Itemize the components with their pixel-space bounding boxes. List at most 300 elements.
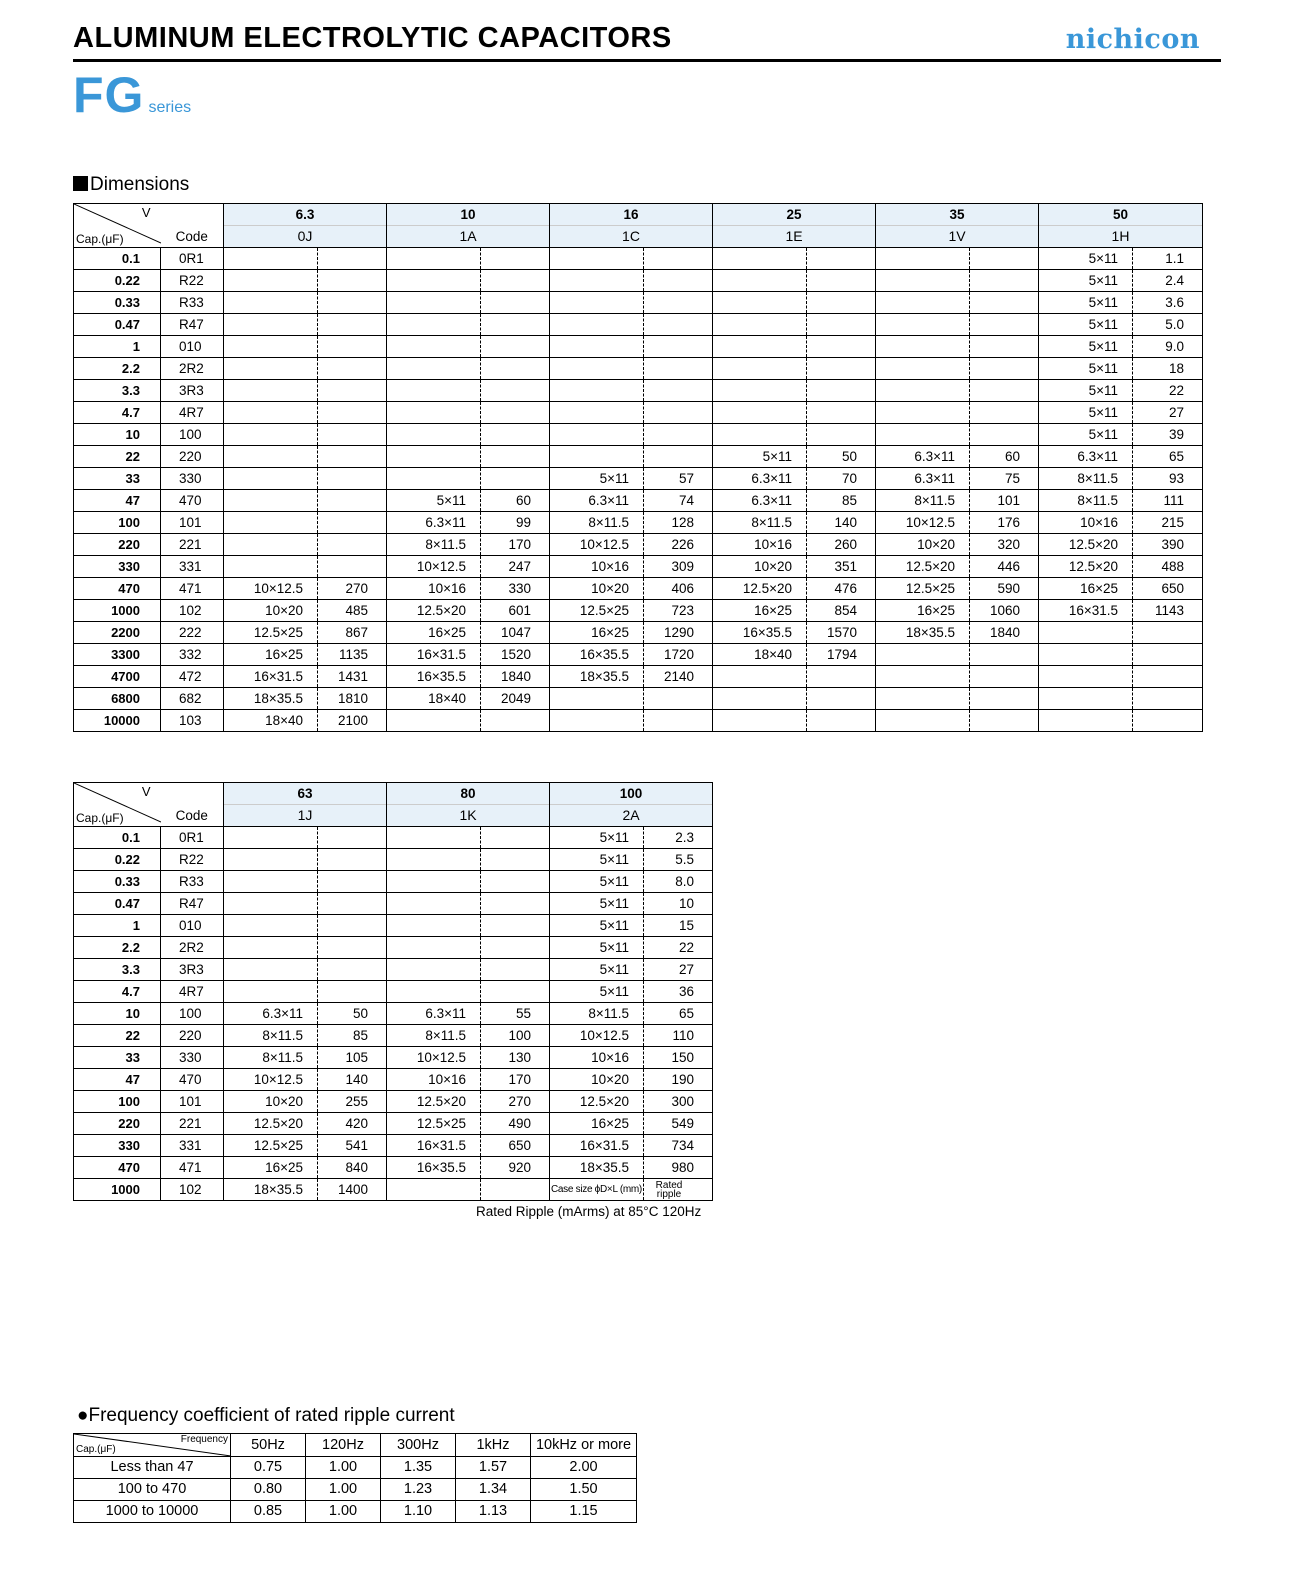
case-size-cell: 12.5×20 xyxy=(876,556,970,578)
ripple-cell: 270 xyxy=(481,1091,550,1113)
case-size-cell: 16×31.5 xyxy=(550,1135,644,1157)
table-row xyxy=(74,600,1203,622)
capacitance-cell: 10 xyxy=(74,1003,161,1025)
case-size-cell xyxy=(387,915,481,937)
ripple-cell: 980 xyxy=(644,1157,713,1179)
ripple-cell: 247 xyxy=(481,556,550,578)
ripple-cell xyxy=(481,937,550,959)
table-row xyxy=(74,534,1203,556)
case-size-cell xyxy=(387,248,481,270)
case-size-cell: 5×11 xyxy=(550,937,644,959)
ripple-cell xyxy=(481,959,550,981)
case-size-cell: 5×11 xyxy=(1039,424,1133,446)
capacitance-cell: 0.22 xyxy=(74,849,161,871)
ripple-cell xyxy=(481,1179,550,1201)
case-size-cell: 6.3×11 xyxy=(876,468,970,490)
ripple-cell: 105 xyxy=(318,1047,387,1069)
ripple-cell xyxy=(644,446,713,468)
ripple-cell: 330 xyxy=(481,578,550,600)
case-size-cell xyxy=(550,358,644,380)
table-row xyxy=(74,849,713,871)
case-size-cell: 16×25 xyxy=(550,1113,644,1135)
case-size-cell: 8×11.5 xyxy=(713,512,807,534)
ripple-cell xyxy=(644,248,713,270)
ripple-cell: 840 xyxy=(318,1157,387,1179)
capacitance-cell: 1000 xyxy=(74,600,161,622)
case-size-cell xyxy=(713,292,807,314)
code-cell: 4R7 xyxy=(161,402,224,424)
code-cell: 330 xyxy=(161,1047,224,1069)
ripple-cell xyxy=(644,710,713,732)
ripple-cell xyxy=(318,270,387,292)
ripple-cell xyxy=(318,981,387,1003)
table-row xyxy=(74,314,1203,336)
capacitance-cell: 0.1 xyxy=(74,248,161,270)
capacitance-cell: 100 xyxy=(74,512,161,534)
table-row xyxy=(74,1025,713,1047)
table-row xyxy=(74,424,1203,446)
square-bullet-icon xyxy=(73,176,88,191)
case-size-cell xyxy=(550,688,644,710)
case-size-cell: 10×16 xyxy=(713,534,807,556)
ripple-cell: 1520 xyxy=(481,644,550,666)
ripple-cell xyxy=(970,644,1039,666)
voltage-header: 50 xyxy=(1039,204,1203,226)
frequency-coefficient-cell: 1.34 xyxy=(456,1479,531,1501)
frequency-coefficient-cell: 1.00 xyxy=(306,1457,381,1479)
code-cell: 0R1 xyxy=(161,248,224,270)
case-size-cell xyxy=(1039,622,1133,644)
ripple-cell xyxy=(481,248,550,270)
voltage-code-header: 1A xyxy=(387,226,550,248)
case-size-cell: 16×31.5 xyxy=(1039,600,1133,622)
case-size-cell xyxy=(550,248,644,270)
case-size-cell: 5×11 xyxy=(1039,270,1133,292)
ripple-cell xyxy=(807,380,876,402)
code-cell: 2R2 xyxy=(161,937,224,959)
table-row xyxy=(74,981,713,1003)
case-size-cell: 12.5×25 xyxy=(224,1135,318,1157)
ripple-cell: 485 xyxy=(318,600,387,622)
bullet-icon: ● xyxy=(77,1405,89,1426)
ripple-cell xyxy=(481,292,550,314)
code-cell: R22 xyxy=(161,849,224,871)
case-size-cell: 10×16 xyxy=(387,1069,481,1091)
case-size-cell: 8×11.5 xyxy=(224,1025,318,1047)
legend-rated-ripple: Rated ripple xyxy=(644,1179,713,1201)
capacitance-cell: 3300 xyxy=(74,644,161,666)
ripple-cell: 22 xyxy=(644,937,713,959)
ripple-cell xyxy=(970,710,1039,732)
case-size-cell: 12.5×25 xyxy=(876,578,970,600)
case-size-cell: 5×11 xyxy=(550,827,644,849)
case-size-cell xyxy=(876,248,970,270)
capacitance-cell: 0.33 xyxy=(74,871,161,893)
table-row xyxy=(74,666,1203,688)
frequency-coefficient-cell: 1.15 xyxy=(531,1501,637,1523)
case-size-cell: 5×11 xyxy=(1039,358,1133,380)
ripple-cell: 50 xyxy=(318,1003,387,1025)
corner-voltage-label: V xyxy=(141,205,151,220)
case-size-cell xyxy=(224,336,318,358)
ripple-cell xyxy=(970,248,1039,270)
ripple-cell xyxy=(318,424,387,446)
case-size-cell xyxy=(713,380,807,402)
ripple-cell xyxy=(970,402,1039,424)
case-size-cell xyxy=(713,666,807,688)
case-size-cell: 5×11 xyxy=(1039,248,1133,270)
ripple-cell: 85 xyxy=(807,490,876,512)
ripple-cell: 260 xyxy=(807,534,876,556)
ripple-cell xyxy=(807,270,876,292)
ripple-cell: 590 xyxy=(970,578,1039,600)
ripple-cell: 5.5 xyxy=(644,849,713,871)
case-size-cell xyxy=(550,292,644,314)
case-size-cell: 12.5×25 xyxy=(550,600,644,622)
ripple-cell xyxy=(318,512,387,534)
frequency-header: 300Hz xyxy=(381,1434,456,1457)
case-size-cell xyxy=(387,314,481,336)
voltage-code-header: 1J xyxy=(224,805,387,827)
ripple-cell: 420 xyxy=(318,1113,387,1135)
voltage-header: 10 xyxy=(387,204,550,226)
case-size-cell: 18×35.5 xyxy=(224,688,318,710)
capacitance-cell: 1 xyxy=(74,336,161,358)
code-cell: 470 xyxy=(161,1069,224,1091)
capacitance-cell: 33 xyxy=(74,468,161,490)
case-size-cell: 10×20 xyxy=(713,556,807,578)
ripple-cell: 650 xyxy=(1133,578,1203,600)
case-size-cell xyxy=(713,270,807,292)
case-size-cell xyxy=(1039,644,1133,666)
capacitance-cell: 3.3 xyxy=(74,959,161,981)
page-title: ALUMINUM ELECTROLYTIC CAPACITORS xyxy=(73,22,672,54)
ripple-cell: 22 xyxy=(1133,380,1203,402)
ripple-cell: 446 xyxy=(970,556,1039,578)
code-cell: 332 xyxy=(161,644,224,666)
code-cell: 331 xyxy=(161,1135,224,1157)
ripple-cell xyxy=(970,424,1039,446)
code-cell: 471 xyxy=(161,578,224,600)
frequency-coefficient-cell: 0.75 xyxy=(231,1457,306,1479)
code-cell: 331 xyxy=(161,556,224,578)
case-size-cell xyxy=(387,849,481,871)
series-code: FG xyxy=(73,67,145,123)
case-size-cell: 16×31.5 xyxy=(387,644,481,666)
ripple-cell xyxy=(481,358,550,380)
case-size-cell xyxy=(224,512,318,534)
case-size-cell: 6.3×11 xyxy=(550,490,644,512)
ripple-cell: 93 xyxy=(1133,468,1203,490)
case-size-cell: 5×11 xyxy=(550,849,644,871)
frequency-header: 10kHz or more xyxy=(531,1434,637,1457)
case-size-cell: 18×35.5 xyxy=(224,1179,318,1201)
ripple-cell: 176 xyxy=(970,512,1039,534)
ripple-cell: 854 xyxy=(807,600,876,622)
code-cell: 330 xyxy=(161,468,224,490)
code-cell: 0R1 xyxy=(161,827,224,849)
ripple-cell xyxy=(970,380,1039,402)
ripple-cell xyxy=(481,402,550,424)
table-row xyxy=(74,871,713,893)
frequency-title xyxy=(77,1405,455,1427)
ripple-cell: 734 xyxy=(644,1135,713,1157)
ripple-cell xyxy=(318,827,387,849)
case-size-cell: 10×12.5 xyxy=(224,578,318,600)
table-row xyxy=(74,688,1203,710)
case-size-cell xyxy=(387,292,481,314)
capacitance-cell: 47 xyxy=(74,1069,161,1091)
ripple-cell: 99 xyxy=(481,512,550,534)
case-size-cell xyxy=(224,446,318,468)
ripple-cell: 488 xyxy=(1133,556,1203,578)
code-cell: 101 xyxy=(161,1091,224,1113)
case-size-cell xyxy=(876,380,970,402)
ripple-cell: 15 xyxy=(644,915,713,937)
case-size-cell: 5×11 xyxy=(550,893,644,915)
table-corner-cell xyxy=(74,204,161,248)
voltage-header: 100 xyxy=(550,783,713,805)
case-size-cell xyxy=(1039,666,1133,688)
case-size-cell xyxy=(876,358,970,380)
ripple-cell xyxy=(318,959,387,981)
case-size-cell: 5×11 xyxy=(550,981,644,1003)
capacitance-cell: 6800 xyxy=(74,688,161,710)
code-cell: 100 xyxy=(161,424,224,446)
case-size-cell xyxy=(876,710,970,732)
ripple-cell: 2100 xyxy=(318,710,387,732)
case-size-cell: 5×11 xyxy=(550,915,644,937)
table-row xyxy=(74,468,1203,490)
rated-ripple-note: Rated Ripple (mArms) at 85°C 120Hz xyxy=(476,1204,702,1219)
table-row xyxy=(74,893,713,915)
case-size-cell xyxy=(224,314,318,336)
capacitance-cell: 3.3 xyxy=(74,380,161,402)
voltage-code-header: 1H xyxy=(1039,226,1203,248)
case-size-cell xyxy=(387,981,481,1003)
case-size-cell: 5×11 xyxy=(550,468,644,490)
case-size-cell xyxy=(713,358,807,380)
case-size-cell xyxy=(387,959,481,981)
ripple-cell xyxy=(970,358,1039,380)
table-row xyxy=(74,937,713,959)
case-size-cell: 10×12.5 xyxy=(876,512,970,534)
case-size-cell: 6.3×11 xyxy=(876,446,970,468)
case-size-cell: 5×11 xyxy=(550,959,644,981)
ripple-cell: 8.0 xyxy=(644,871,713,893)
ripple-cell: 18 xyxy=(1133,358,1203,380)
ripple-cell xyxy=(318,248,387,270)
frequency-coefficient-cell: 1.50 xyxy=(531,1479,637,1501)
capacitance-cell: 2200 xyxy=(74,622,161,644)
ripple-cell: 60 xyxy=(970,446,1039,468)
series-label xyxy=(73,66,191,124)
case-size-cell xyxy=(387,270,481,292)
ripple-cell: 27 xyxy=(644,959,713,981)
ripple-cell xyxy=(970,688,1039,710)
table-row xyxy=(74,1457,637,1479)
table-row xyxy=(74,827,713,849)
case-size-cell: 8×11.5 xyxy=(550,1003,644,1025)
table-row xyxy=(74,380,1203,402)
code-cell: 010 xyxy=(161,336,224,358)
ripple-cell: 309 xyxy=(644,556,713,578)
table-row xyxy=(74,1069,713,1091)
capacitance-cell: 22 xyxy=(74,1025,161,1047)
ripple-cell: 270 xyxy=(318,578,387,600)
capacitance-cell: 470 xyxy=(74,1157,161,1179)
code-cell: R22 xyxy=(161,270,224,292)
code-header: Code xyxy=(161,805,224,827)
frequency-coefficient-cell: 1.10 xyxy=(381,1501,456,1523)
case-size-cell xyxy=(387,871,481,893)
case-size-cell xyxy=(550,270,644,292)
ripple-cell xyxy=(481,336,550,358)
case-size-cell xyxy=(876,402,970,424)
table-row xyxy=(74,1179,713,1201)
voltage-code-header: 1V xyxy=(876,226,1039,248)
frequency-header: 120Hz xyxy=(306,1434,381,1457)
case-size-cell xyxy=(876,688,970,710)
ripple-cell xyxy=(1133,688,1203,710)
ripple-cell: 75 xyxy=(970,468,1039,490)
frequency-row-label: 100 to 470 xyxy=(74,1479,231,1501)
case-size-cell xyxy=(387,893,481,915)
ripple-cell xyxy=(807,336,876,358)
ripple-cell: 60 xyxy=(481,490,550,512)
case-size-cell xyxy=(550,424,644,446)
ripple-cell: 320 xyxy=(970,534,1039,556)
ripple-cell: 1400 xyxy=(318,1179,387,1201)
case-size-cell: 18×40 xyxy=(224,710,318,732)
case-size-cell: 18×35.5 xyxy=(876,622,970,644)
ripple-cell xyxy=(644,270,713,292)
series-word: series xyxy=(148,99,192,116)
frequency-coefficient-cell: 2.00 xyxy=(531,1457,637,1479)
capacitance-cell: 220 xyxy=(74,534,161,556)
case-size-cell xyxy=(387,710,481,732)
ripple-cell xyxy=(481,446,550,468)
case-size-cell: 10×20 xyxy=(550,1069,644,1091)
ripple-cell: 601 xyxy=(481,600,550,622)
ripple-cell xyxy=(807,402,876,424)
case-size-cell: 12.5×20 xyxy=(387,600,481,622)
code-cell: 222 xyxy=(161,622,224,644)
code-cell: 102 xyxy=(161,1179,224,1201)
code-cell: R47 xyxy=(161,893,224,915)
table-row xyxy=(74,556,1203,578)
code-cell: 220 xyxy=(161,446,224,468)
ripple-cell xyxy=(481,270,550,292)
case-size-cell: 16×25 xyxy=(713,600,807,622)
code-cell: R47 xyxy=(161,314,224,336)
ripple-cell xyxy=(318,490,387,512)
case-size-cell: 6.3×11 xyxy=(713,468,807,490)
table-row xyxy=(74,490,1203,512)
case-size-cell xyxy=(224,893,318,915)
case-size-cell: 16×25 xyxy=(1039,578,1133,600)
table-row xyxy=(74,1157,713,1179)
frequency-coefficient-cell: 1.23 xyxy=(381,1479,456,1501)
code-cell: 2R2 xyxy=(161,358,224,380)
case-size-cell xyxy=(224,270,318,292)
case-size-cell xyxy=(1039,710,1133,732)
ripple-cell: 1720 xyxy=(644,644,713,666)
table-row xyxy=(74,512,1203,534)
ripple-cell: 101 xyxy=(970,490,1039,512)
case-size-cell: 16×35.5 xyxy=(713,622,807,644)
ripple-cell xyxy=(644,292,713,314)
case-size-cell: 18×35.5 xyxy=(550,666,644,688)
ripple-cell xyxy=(318,915,387,937)
case-size-cell: 6.3×11 xyxy=(387,512,481,534)
frequency-coefficient-cell: 1.57 xyxy=(456,1457,531,1479)
ripple-cell xyxy=(644,380,713,402)
ripple-cell: 541 xyxy=(318,1135,387,1157)
case-size-cell xyxy=(713,402,807,424)
capacitance-cell: 470 xyxy=(74,578,161,600)
ripple-cell xyxy=(807,688,876,710)
case-size-cell xyxy=(713,248,807,270)
code-cell: 3R3 xyxy=(161,959,224,981)
table-row xyxy=(74,402,1203,424)
capacitance-cell: 0.47 xyxy=(74,314,161,336)
capacitance-cell: 10000 xyxy=(74,710,161,732)
table-corner-cell xyxy=(74,783,161,827)
ripple-cell: 39 xyxy=(1133,424,1203,446)
case-size-cell: 8×11.5 xyxy=(224,1047,318,1069)
voltage-code-header: 1K xyxy=(387,805,550,827)
legend-case-size: Case size ϕD×L (mm) xyxy=(550,1179,644,1201)
frequency-coefficient-cell: 0.80 xyxy=(231,1479,306,1501)
ripple-cell: 1810 xyxy=(318,688,387,710)
code-cell: 103 xyxy=(161,710,224,732)
voltage-header: 63 xyxy=(224,783,387,805)
ripple-cell: 1.1 xyxy=(1133,248,1203,270)
case-size-cell: 6.3×11 xyxy=(387,1003,481,1025)
ripple-cell xyxy=(807,358,876,380)
frequency-coefficient-cell: 1.00 xyxy=(306,1501,381,1523)
voltage-header: 6.3 xyxy=(224,204,387,226)
capacitance-cell: 330 xyxy=(74,556,161,578)
capacitance-cell: 4700 xyxy=(74,666,161,688)
ripple-cell xyxy=(1133,666,1203,688)
case-size-cell xyxy=(224,424,318,446)
case-size-cell: 10×16 xyxy=(550,556,644,578)
voltage-header: 80 xyxy=(387,783,550,805)
ripple-cell: 351 xyxy=(807,556,876,578)
capacitance-cell: 10 xyxy=(74,424,161,446)
case-size-cell: 8×11.5 xyxy=(550,512,644,534)
case-size-cell xyxy=(876,270,970,292)
case-size-cell xyxy=(876,314,970,336)
case-size-cell: 5×11 xyxy=(1039,314,1133,336)
table-row xyxy=(74,644,1203,666)
table-row xyxy=(74,959,713,981)
table-row xyxy=(74,710,1203,732)
case-size-cell xyxy=(1039,688,1133,710)
case-size-cell xyxy=(550,710,644,732)
case-size-cell xyxy=(876,292,970,314)
ripple-cell: 1060 xyxy=(970,600,1039,622)
case-size-cell xyxy=(224,468,318,490)
frequency-title-text: Frequency coefficient of rated ripple current xyxy=(88,1405,455,1426)
table-row xyxy=(74,1091,713,1113)
dimensions-table-1 xyxy=(73,203,1203,732)
ripple-cell xyxy=(318,556,387,578)
case-size-cell xyxy=(224,915,318,937)
capacitance-cell: 330 xyxy=(74,1135,161,1157)
